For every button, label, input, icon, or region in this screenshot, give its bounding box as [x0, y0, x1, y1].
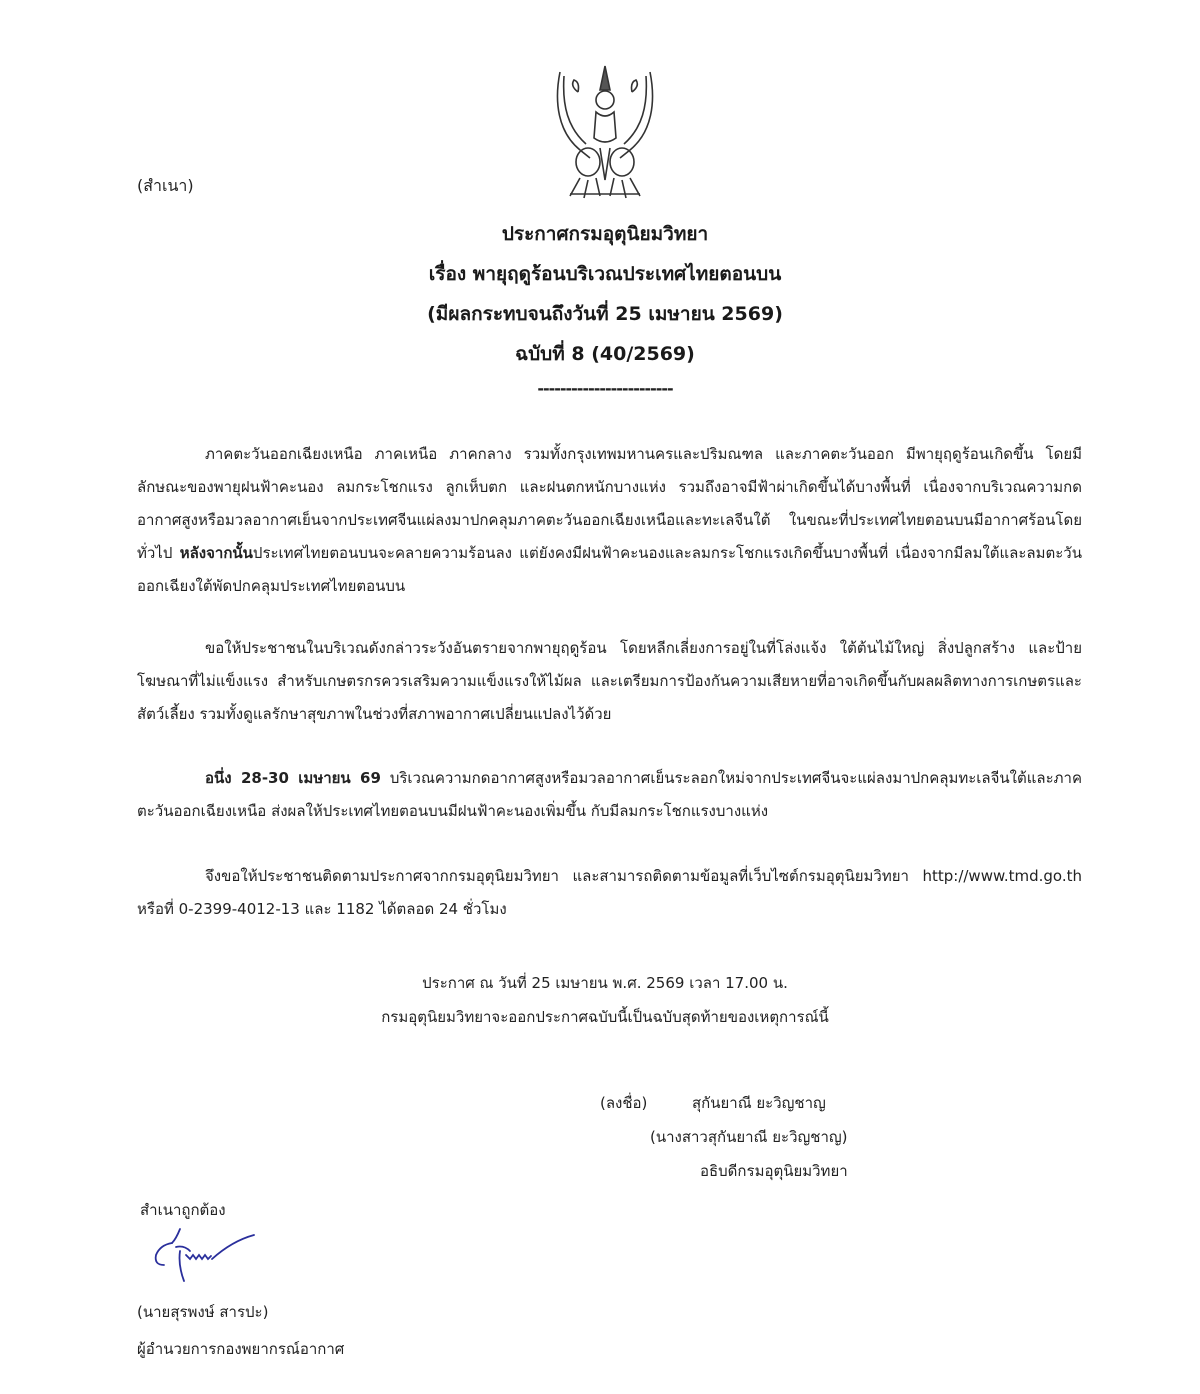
announced-datetime: ประกาศ ณ วันที่ 25 เมษายน พ.ศ. 2569 เวลา 17.00 น. [422, 974, 788, 992]
copy-label: (สำเนา) [137, 176, 194, 195]
garuda-emblem-icon [540, 62, 670, 202]
p2-text: ขอให้ประชาชนในบริเวณดังกล่าวระวังอันตรายจากพายุฤดูร้อน โดยหลีกเลี่ยงการอยู่ในที่โล่งแจ้ง ใต้ต้นไม้ใหญ่ สิ่งปลูกสร้าง และป้ายโฆษณาที่ไม่แข็งแรง สำหรับเกษตรกรควรเสริมความแข็งแรงให้ไม้ผล และเตรียมการป้องกันความเสียหายที่อาจเกิดขึ้นกับผลผลิตทางการเกษตรและสัตว์เลี้ยง รวมทั้งดูแลรักษาสุขภาพในช่วงที่สภาพอากาศเปลี่ยนแปลงไว้ด้วย [137, 639, 1082, 723]
sign-label: (ลงชื่อ) [600, 1094, 648, 1112]
signatory-position: อธิบดีกรมอุตุนิยมวิทยา [700, 1162, 848, 1180]
paragraph-outlook [137, 762, 1082, 828]
final-bulletin-note: กรมอุตุนิยมวิทยาจะออกประกาศฉบับนี้เป็นฉบับสุดท้ายของเหตุการณ์นี้ [381, 1008, 829, 1026]
p1-bold-after: หลังจากนั้น [179, 544, 253, 562]
p1-text-b: ประเทศไทยตอนบนจะคลายความร้อนลง แต่ยังคงมีฝนฟ้าคะนองและลมกระโชกแรงเกิดขึ้นบางพื้นที่ เนื่องจากมีลมใต้และลมตะวันออกเฉียงใต้พัดปกคลุมประเทศไทยตอนบน [137, 544, 1082, 595]
announcement-title-block [0, 214, 1200, 404]
issuer-title: ประกาศกรมอุตุนิยมวิทยา [501, 223, 709, 245]
paragraph-follow-up [137, 860, 1082, 926]
certified-copy-label: สำเนาถูกต้อง [140, 1201, 226, 1219]
signatory-full-name: (นางสาวสุกันยาณี ยะวิญชาญ) [650, 1128, 848, 1146]
issue-number-title: ฉบับที่ 8 (40/2569) [515, 343, 695, 365]
signed-name: สุกันยาณี ยะวิญชาญ [692, 1094, 826, 1112]
p4-text-b: หรือที่ 0-2399-4012-13 และ 1182 ได้ตลอด 24 ชั่วโมง [137, 900, 507, 918]
p1-text-a: ภาคตะวันออกเฉียงเหนือ ภาคเหนือ ภาคกลาง รวมทั้งกรุงเทพมหานครและปริมณฑล และภาคตะวันออก มีพายุฤดูร้อนเกิดขึ้น โดยมีลักษณะของพายุฝนฟ้าคะนอง ลมกระโชกแรง ลูกเห็บตก และฝนตกหนักบางแห่ง รวมถึงอาจมีฟ้าผ่าเกิดขึ้นได้บางพื้นที่ เนื่องจากบริเวณความกดอากาศสูงหรือมวลอากาศเย็นจากประเทศจีนแผ่ลงมาปกคลุมภาคตะวันออกเฉียงเหนือและทะเลจีนใต้ ในขณะที่ประเทศไทยตอนบนมีอากาศร้อนโดยทั่วไป [137, 445, 1082, 562]
signatory-block [600, 1086, 848, 1188]
tmd-website-link[interactable]: http://www.tmd.go.th [922, 867, 1082, 885]
subject-title: เรื่อง พายุฤดูร้อนบริเวณประเทศไทยตอนบน [428, 263, 782, 285]
p4-text-a: จึงขอให้ประชาชนติดตามประกาศจากกรมอุตุนิยมวิทยา และสามารถติดตามข้อมูลที่เว็บไซต์กรมอุตุนิยมวิทยา [205, 867, 923, 885]
effective-date-title: (มีผลกระทบจนถึงวันที่ 25 เมษายน 2569) [427, 303, 783, 325]
certifier-position: ผู้อำนวยการกองพยากรณ์อากาศ [137, 1340, 345, 1358]
certifier-name: (นายสุรพงษ์ สารปะ) [137, 1303, 269, 1321]
handwritten-signature-icon [150, 1225, 270, 1290]
paragraph-advice [137, 632, 1082, 731]
p3-text: บริเวณความกดอากาศสูงหรือมวลอากาศเย็นระลอกใหม่จากประเทศจีนจะแผ่ลงมาปกคลุมทะเลจีนใต้และภาคตะวันออกเฉียงเหนือ ส่งผลให้ประเทศไทยตอนบนมีฝนฟ้าคะนองเพิ่มขึ้น กับมีลมกระโชกแรงบางแห่ง [137, 769, 1082, 820]
p3-bold-date: อนึ่ง 28-30 เมษายน 69 [205, 769, 381, 787]
title-separator: ------------------------ [537, 379, 673, 398]
paragraph-situation [137, 438, 1082, 603]
closing-block [300, 966, 910, 1034]
